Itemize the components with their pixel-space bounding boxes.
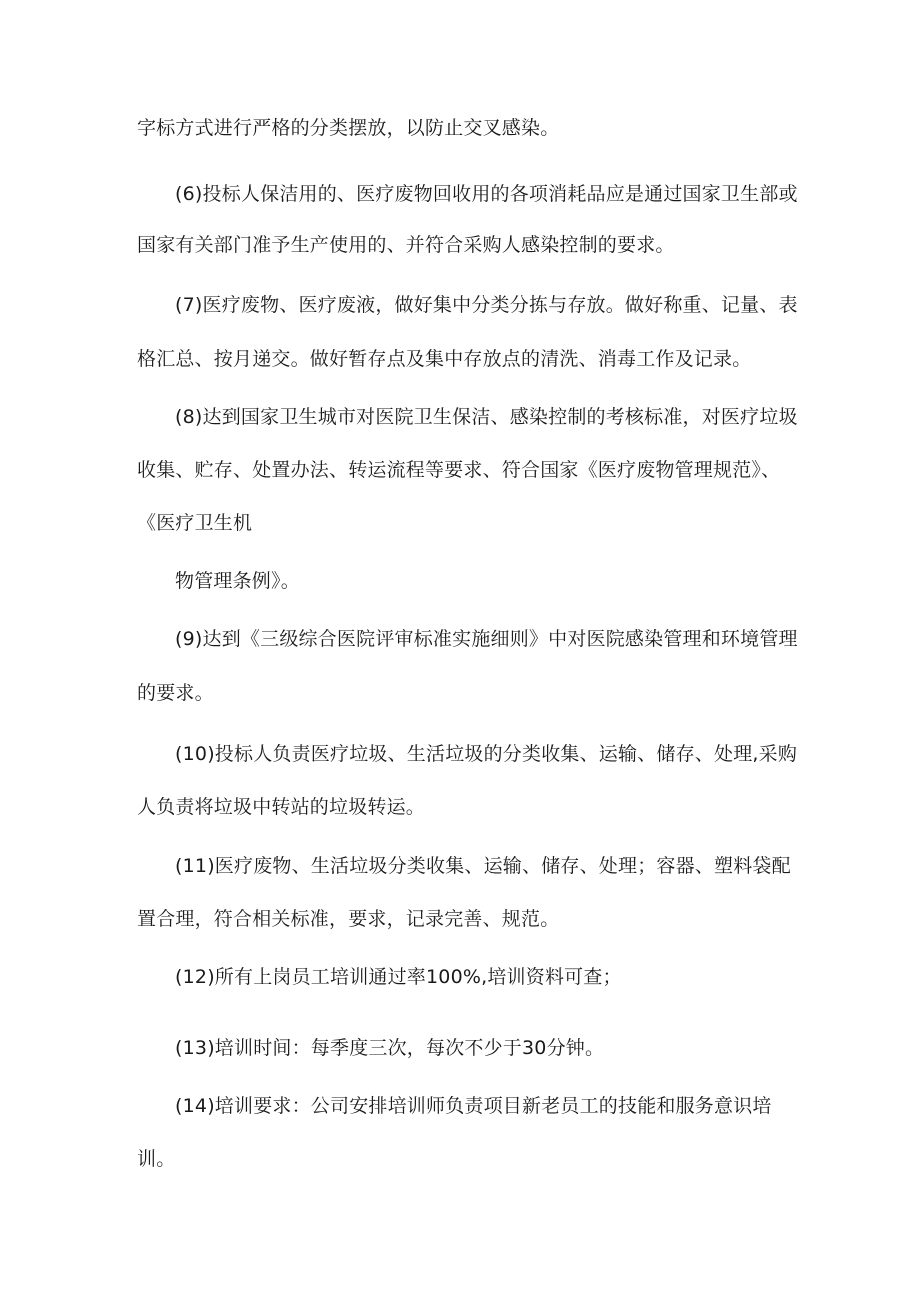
text-line: 训。 xyxy=(137,1148,176,1170)
text-line: (8)达到国家卫生城市对医院卫生保洁、感染控制的考核标准，对医疗垃圾 xyxy=(175,406,798,428)
text-line: 国家有关部门准予生产使用的、并符合采购人感染控制的要求。 xyxy=(137,234,675,256)
text-line: (12)所有上岗员工培训通过率100%,培训资料可查； xyxy=(175,966,622,988)
text-line: (9)达到《三级综合医院评审标准实施细则》中对医院感染管理和环境管理 xyxy=(175,628,798,650)
text-line: 人负责将垃圾中转站的垃圾转运。 xyxy=(137,796,426,818)
text-line: (6)投标人保洁用的、医疗废物回收用的各项消耗品应是通过国家卫生部或 xyxy=(175,183,798,205)
text-line: 的要求。 xyxy=(137,682,214,704)
text-line: (7)医疗废物、医疗废液，做好集中分类分拣与存放。做好称重、记量、表 xyxy=(175,294,798,316)
text-line: 《医疗卫生机 xyxy=(137,512,253,534)
text-line: (14)培训要求：公司安排培训师负责项目新老员工的技能和服务意识培 xyxy=(175,1095,772,1117)
text-line: (13)培训时间：每季度三次，每次不少于30分钟。 xyxy=(175,1037,605,1059)
text-line: 收集、贮存、处置办法、转运流程等要求、符合国家《医疗废物管理规范》、 xyxy=(137,459,781,481)
text-line: 置合理，符合相关标准，要求，记录完善、规范。 xyxy=(137,908,560,930)
text-line: (11)医疗废物、生活垃圾分类收集、运输、储存、处理；容器、塑料袋配 xyxy=(175,855,791,877)
text-line: 字标方式进行严格的分类摆放，以防止交叉感染。 xyxy=(137,117,560,139)
text-line: 格汇总、按月递交。做好暂存点及集中存放点的清洗、消毒工作及记录。 xyxy=(137,348,752,370)
text-line: (10)投标人负责医疗垃圾、生活垃圾的分类收集、运输、储存、处理,采购 xyxy=(175,743,798,765)
text-line: 物管理条例》。 xyxy=(175,570,300,592)
